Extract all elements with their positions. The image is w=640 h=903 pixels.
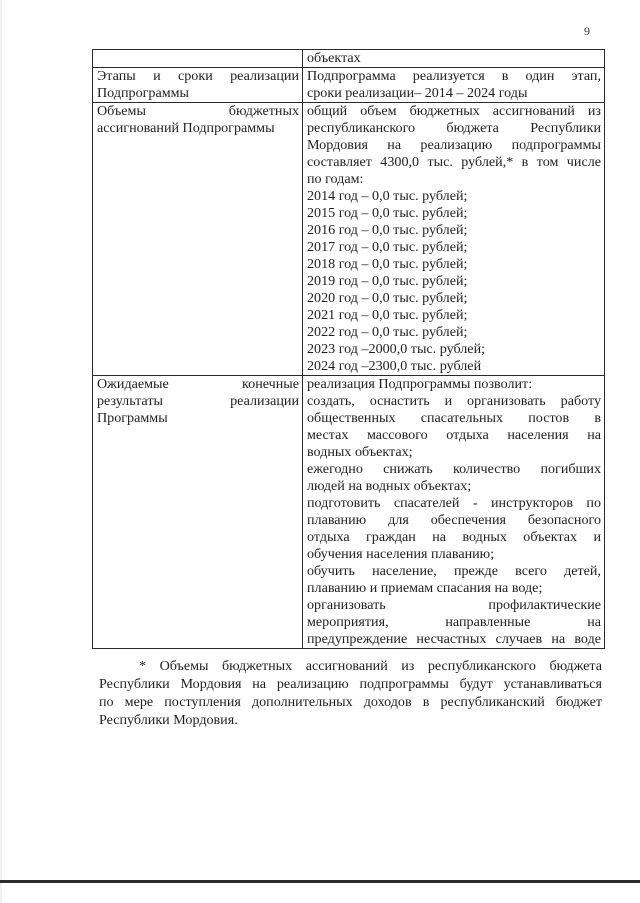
cell-line: Ожидаемые конечные: [97, 376, 299, 392]
footnote-line: * Объемы бюджетных ассигнований из республиканского бюджета: [139, 658, 602, 674]
cell-line: организовать профилактические: [307, 597, 601, 613]
footnote-line: Республики Мордовия на реализацию подпрограммы будут устанавливаться: [99, 676, 602, 692]
table-row-stages-and-terms: [93, 68, 605, 103]
cell-line: подготовить спасателей - инструкторов по: [307, 495, 601, 511]
cell-line: мероприятия, направленные на: [307, 614, 601, 630]
budget-year-line: 2022 год – 0,0 тыс. рублей;: [307, 324, 468, 340]
subprogram-passport-table: [92, 49, 605, 649]
table-cell-value: [303, 376, 605, 649]
budget-footnote: [99, 657, 602, 729]
cell-line: водных объектах;: [307, 444, 413, 460]
table-cell-value: [303, 103, 605, 376]
cell-line: людей на водных объектах;: [307, 478, 472, 494]
cell-line: ежегодно снижать количество погибших: [307, 461, 601, 477]
budget-year-line: 2018 год – 0,0 тыс. рублей;: [307, 256, 468, 272]
table-row-expected-results: [93, 376, 605, 649]
cell-line: республиканского бюджета Республики: [307, 120, 601, 136]
table-cell-label: [93, 376, 303, 649]
budget-year-line: 2014 год – 0,0 тыс. рублей;: [307, 188, 468, 204]
budget-year-line: 2021 год – 0,0 тыс. рублей;: [307, 307, 468, 323]
cell-line: плаванию для обеспечения безопасного: [307, 512, 601, 528]
cell-line: Программы: [97, 410, 168, 426]
table-cell-label: [93, 68, 303, 103]
table-cell-label: [93, 50, 303, 68]
cell-line: создать, оснастить и организовать работу: [307, 393, 601, 409]
cell-line: местах массового отдыха населения на: [307, 427, 601, 443]
scan-left-edge: [0, 0, 2, 903]
table-cell-value: [303, 68, 605, 103]
cell-line: составляет 4300,0 тыс. рублей,* в том числе: [307, 154, 601, 170]
cell-line: Мордовия на реализацию подпрограммы: [307, 137, 601, 153]
cell-line: Подпрограммы: [97, 85, 190, 101]
cell-line: ассигнований Подпрограммы: [97, 120, 275, 136]
cell-line: обучения населения плаванию;: [307, 546, 495, 562]
cell-line: Этапы и сроки реализации: [97, 68, 299, 84]
table-row-continuation: [93, 50, 605, 68]
cell-line: предупреждение несчастных случаев на воде: [307, 631, 601, 647]
cell-line: отдыха граждан на водных объектах и: [307, 529, 601, 545]
cell-line: результаты реализации: [97, 393, 299, 409]
cell-line: сроки реализации– 2014 – 2024 годы: [307, 85, 528, 101]
footnote-line: по мере поступления дополнительных доходов в республиканский бюджет: [99, 694, 602, 710]
budget-year-line: 2017 год – 0,0 тыс. рублей;: [307, 239, 468, 255]
cell-line: объектах: [307, 50, 361, 66]
budget-year-line: 2019 год – 0,0 тыс. рублей;: [307, 273, 468, 289]
budget-year-line: 2015 год – 0,0 тыс. рублей;: [307, 205, 468, 221]
budget-year-line: 2023 год –2000,0 тыс. рублей;: [307, 341, 486, 357]
table-cell-value: [303, 50, 605, 68]
cell-line: Подпрограмма реализуется в один этап,: [307, 68, 601, 84]
budget-year-line: 2024 год –2300,0 тыс. рублей: [307, 358, 482, 374]
budget-year-line: 2016 год – 0,0 тыс. рублей;: [307, 222, 468, 238]
table-cell-label: [93, 103, 303, 376]
scan-bottom-edge: [0, 880, 640, 883]
cell-line: обучить население, прежде всего детей,: [307, 563, 601, 579]
table-row-budget-allocations: [93, 103, 605, 376]
footnote-line: Республики Мордовия.: [99, 712, 238, 728]
cell-line: реализация Подпрограммы позволит:: [307, 376, 533, 392]
cell-line: общий объем бюджетных ассигнований из: [307, 103, 601, 119]
budget-year-line: 2020 год – 0,0 тыс. рублей;: [307, 290, 468, 306]
cell-line: Объемы бюджетных: [97, 103, 299, 119]
cell-line: по годам:: [307, 171, 364, 187]
cell-line: общественных спасательных постов в: [307, 410, 601, 426]
cell-line: плаванию и приемам спасания на воде;: [307, 580, 543, 596]
page-number: 9: [584, 24, 590, 38]
